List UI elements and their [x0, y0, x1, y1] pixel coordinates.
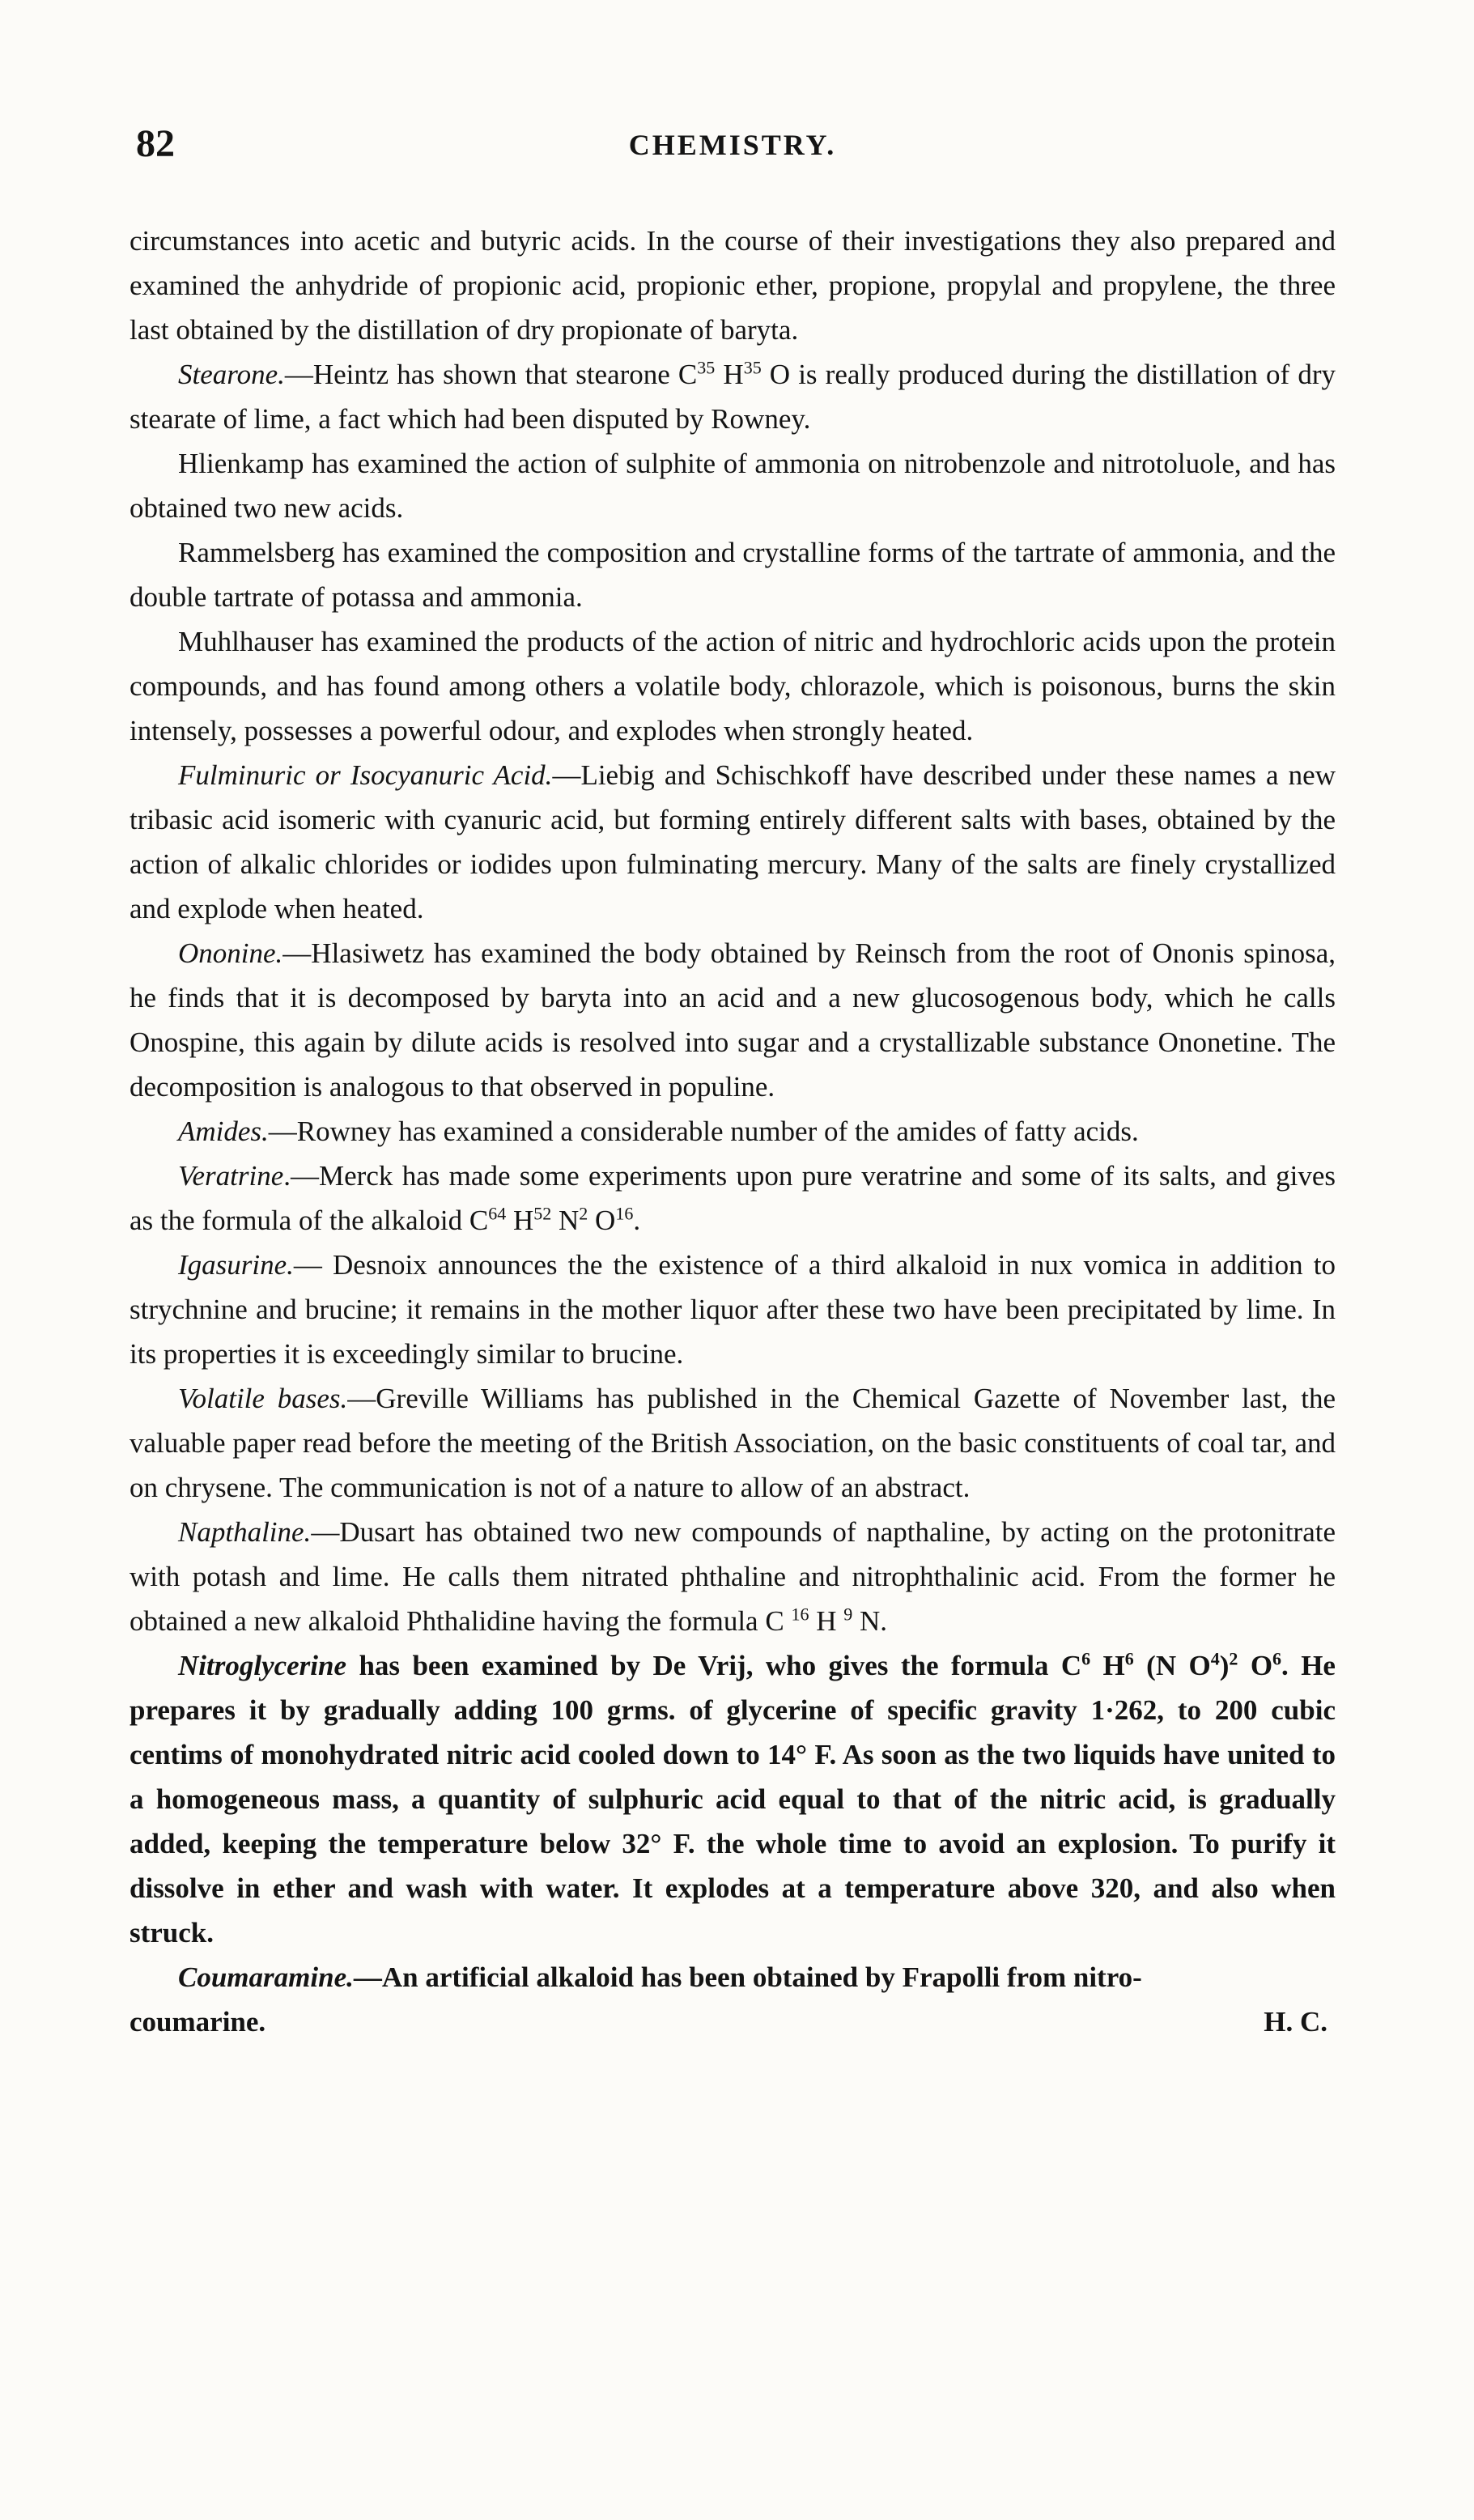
- text-segment: has been examined by De Vrij, who gives the formula C: [346, 1650, 1082, 1681]
- paragraph-coumaramine: [130, 1955, 1336, 1999]
- lead-veratrine: Veratrine: [178, 1160, 284, 1192]
- lead-fulminuric: Fulminuric or Isocyanuric Acid.: [178, 759, 553, 791]
- paragraph-fulminuric: [130, 753, 1336, 931]
- paragraph-amides: [130, 1109, 1336, 1154]
- lead-volatile-bases: Volatile bases.: [178, 1383, 348, 1414]
- lead-ononine: Ononine.: [178, 937, 283, 969]
- superscript: 2: [1229, 1648, 1238, 1669]
- text-segment: —Hlasiwetz has examined the body obtained by Reinsch from the root of Ononis spinosa, he finds that it is decomposed by baryta into an acid and a new glucosogenous body, which he calls Onospine, this again by dilute acids is resolved into sugar and a crystallizable substance Ononetine. The decomposition is analogous to that observed in populine.: [130, 937, 1336, 1103]
- text-segment: .—Merck has made some experiments upon pure veratrine and some of its salts, and gives as the formula of the alkaloid C: [130, 1160, 1336, 1236]
- text-segment: —Rowney has examined a considerable number of the amides of fatty acids.: [268, 1116, 1139, 1147]
- superscript: 9: [843, 1604, 853, 1625]
- text-segment: O: [1238, 1650, 1273, 1681]
- page-header: [130, 121, 1336, 178]
- superscript: 2: [579, 1203, 588, 1224]
- text-segment: ): [1219, 1650, 1230, 1681]
- text-segment: . He prepares it by gradually adding 100 grms. of glycerine of specific gravity 1·262, to 200 cubic centims of monohydrated nitric acid cooled down to 14° F. As soon as the two liquids have united to a homogeneous mass, a quantity of sulphuric acid equal to that of the nitric acid, is gradually added, keeping the temperature below 32° F. the whole time to avoid an explosion. To purify it dissolve in ether and wash with water. It explodes at a temperature above 320, and also when struck.: [130, 1650, 1336, 1948]
- lead-coumaramine: Coumaramine.: [178, 1961, 354, 1993]
- paragraph-veratrine: [130, 1154, 1336, 1243]
- superscript: 35: [743, 357, 762, 378]
- author-signature: H. C.: [1264, 2006, 1327, 2038]
- text-segment: N: [551, 1205, 580, 1236]
- text-segment: N.: [852, 1605, 888, 1637]
- text-segment: (N O: [1133, 1650, 1211, 1681]
- text-segment: H: [809, 1605, 844, 1637]
- text-segment: —An artificial alkaloid has been obtained by Frapolli from nitro-: [353, 1961, 1142, 1993]
- text-segment: O is really produced during the distillation of dry stearate of lime, a fact which had been disputed by Rowney.: [130, 359, 1336, 435]
- lead-napthaline: Napthaline.: [178, 1516, 312, 1548]
- page-number: 82: [136, 122, 175, 165]
- text-segment: —Heintz has shown that stearone C: [284, 359, 698, 390]
- text-segment: .: [633, 1205, 641, 1236]
- superscript: 4: [1210, 1648, 1220, 1669]
- text-segment: O: [588, 1205, 616, 1236]
- lead-stearone: Stearone.: [178, 359, 285, 390]
- paragraph-ononine: [130, 931, 1336, 1109]
- paragraph-nitroglycerine: [130, 1643, 1336, 1955]
- lead-nitroglycerine: Nitroglycerine: [178, 1650, 347, 1681]
- text-segment: —Greville Williams has published in the Chemical Gazette of November last, the valuable paper read before the meeting of the British Association, on the basic constituents of coal tar, and on chrysene. The communication is not of a nature to allow of an abstract.: [130, 1383, 1336, 1503]
- text-segment: H: [715, 359, 744, 390]
- superscript: 16: [791, 1604, 809, 1625]
- lead-igasurine: Igasurine.: [178, 1249, 294, 1281]
- superscript: 52: [533, 1203, 552, 1224]
- paragraph-napthaline: [130, 1510, 1336, 1643]
- page: [130, 121, 1336, 2044]
- paragraph-stearone: [130, 352, 1336, 441]
- text-segment: H: [506, 1205, 534, 1236]
- body-text: [130, 219, 1336, 2044]
- superscript: 16: [615, 1203, 634, 1224]
- running-title: CHEMISTRY.: [628, 129, 837, 161]
- superscript: 35: [697, 357, 716, 378]
- paragraph-igasurine: [130, 1243, 1336, 1376]
- paragraph-propionic: circumstances into acetic and butyric acids. In the course of their investigations they also prepared and examined the anhydride of propionic acid, propionic ether, propione, propylal and propylene, the three last obtained by the distillation of dry propionate of baryta.: [130, 225, 1336, 346]
- superscript: 6: [1124, 1648, 1134, 1669]
- text-segment: coumarine.: [130, 2006, 266, 2038]
- superscript: 6: [1272, 1648, 1282, 1669]
- paragraph-volatile-bases: [130, 1376, 1336, 1510]
- paragraph-hlienkamp: Hlienkamp has examined the action of sulphite of ammonia on nitrobenzole and nitrotoluole, and has obtained two new acids.: [130, 448, 1336, 524]
- text-segment: —Dusart has obtained two new compounds of napthaline, by acting on the protonitrate with potash and lime. He calls them nitrated phthaline and nitrophthalinic acid. From the former he obtained a new alkaloid Phthalidine having the formula C: [130, 1516, 1336, 1637]
- superscript: 64: [488, 1203, 507, 1224]
- paragraph-rammelsberg: Rammelsberg has examined the composition and crystalline forms of the tartrate of ammonia, and the double tartrate of potassa and ammonia.: [130, 537, 1336, 613]
- text-segment: —Liebig and Schischkoff have described under these names a new tribasic acid isomeric with cyanuric acid, but forming entirely different salts with bases, obtained by the action of alkalic chlorides or iodides upon fulminating mercury. Many of the salts are finely crystallized and explode when heated.: [130, 759, 1336, 924]
- superscript: 6: [1081, 1648, 1091, 1669]
- paragraph-muhlhauser: Muhlhauser has examined the products of the action of nitric and hydrochloric acids upon the protein compounds, and has found among others a volatile body, chlorazole, which is poisonous, burns the skin intensely, possesses a powerful odour, and explodes when strongly heated.: [130, 626, 1336, 746]
- text-segment: H: [1090, 1650, 1125, 1681]
- paragraph-coumaramine-end: [130, 1999, 1336, 2044]
- lead-amides: Amides.: [178, 1116, 269, 1147]
- text-segment: — Desnoix announces the the existence of a third alkaloid in nux vomica in addition to strychnine and brucine; it remains in the mother liquor after these two have been precipitated by lime. In its properties it is exceedingly similar to brucine.: [130, 1249, 1336, 1370]
